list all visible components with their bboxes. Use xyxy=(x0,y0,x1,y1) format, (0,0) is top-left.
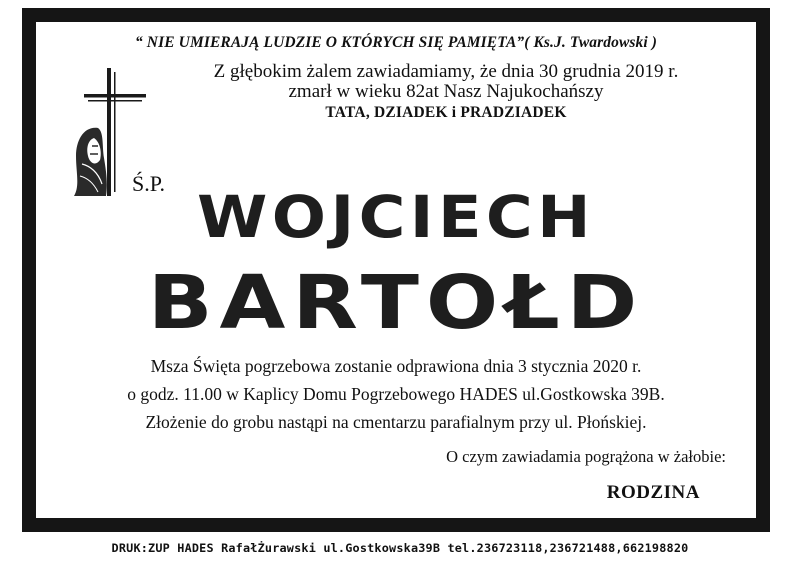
deceased-first-name: WOJCIECH xyxy=(197,183,595,251)
printer-footer: DRUK:ZUP HADES RafałŻurawski ul.Gostkowska39B tel.236723118,236721488,662198820 xyxy=(111,541,689,555)
intro-line-age: zmarł w wieku 82at Nasz Najukochańszy xyxy=(288,81,604,102)
service-line-burial: Złożenie do grobu nastąpi na cmentarzu parafialnym przy ul. Płońskiej. xyxy=(145,412,647,432)
closing-statement: O czym zawiadamia pogrążona w żałobie: xyxy=(446,447,726,466)
mourning-border-frame xyxy=(22,8,770,532)
deceased-last-name: BARTOŁD xyxy=(147,260,645,346)
intro-line-date: Z głębokim żalem zawiadamiamy, że dnia 30 grudnia 2019 r. xyxy=(213,61,679,82)
announcement-intro xyxy=(156,62,736,124)
intro-line-relations: TATA, DZIADEK i PRADZIADEK xyxy=(325,104,567,121)
sp-abbreviation: Ś.P. xyxy=(132,171,166,196)
service-line-location: o godz. 11.00 w Kaplicy Domu Pogrzebowego HADES ul.Gostkowska 39B. xyxy=(127,384,665,404)
family-signature: RODZINA xyxy=(606,482,700,503)
quote-heading: “ NIE UMIERAJĄ LUDZIE O KTÓRYCH SIĘ PAMIĘTA”( Ks.J. Twardowski ) xyxy=(134,34,658,51)
service-line-mass: Msza Święta pogrzebowa zostanie odprawiona dnia 3 stycznia 2020 r. xyxy=(150,356,642,376)
obituary-panel xyxy=(36,22,756,518)
funeral-service-details xyxy=(36,352,756,436)
